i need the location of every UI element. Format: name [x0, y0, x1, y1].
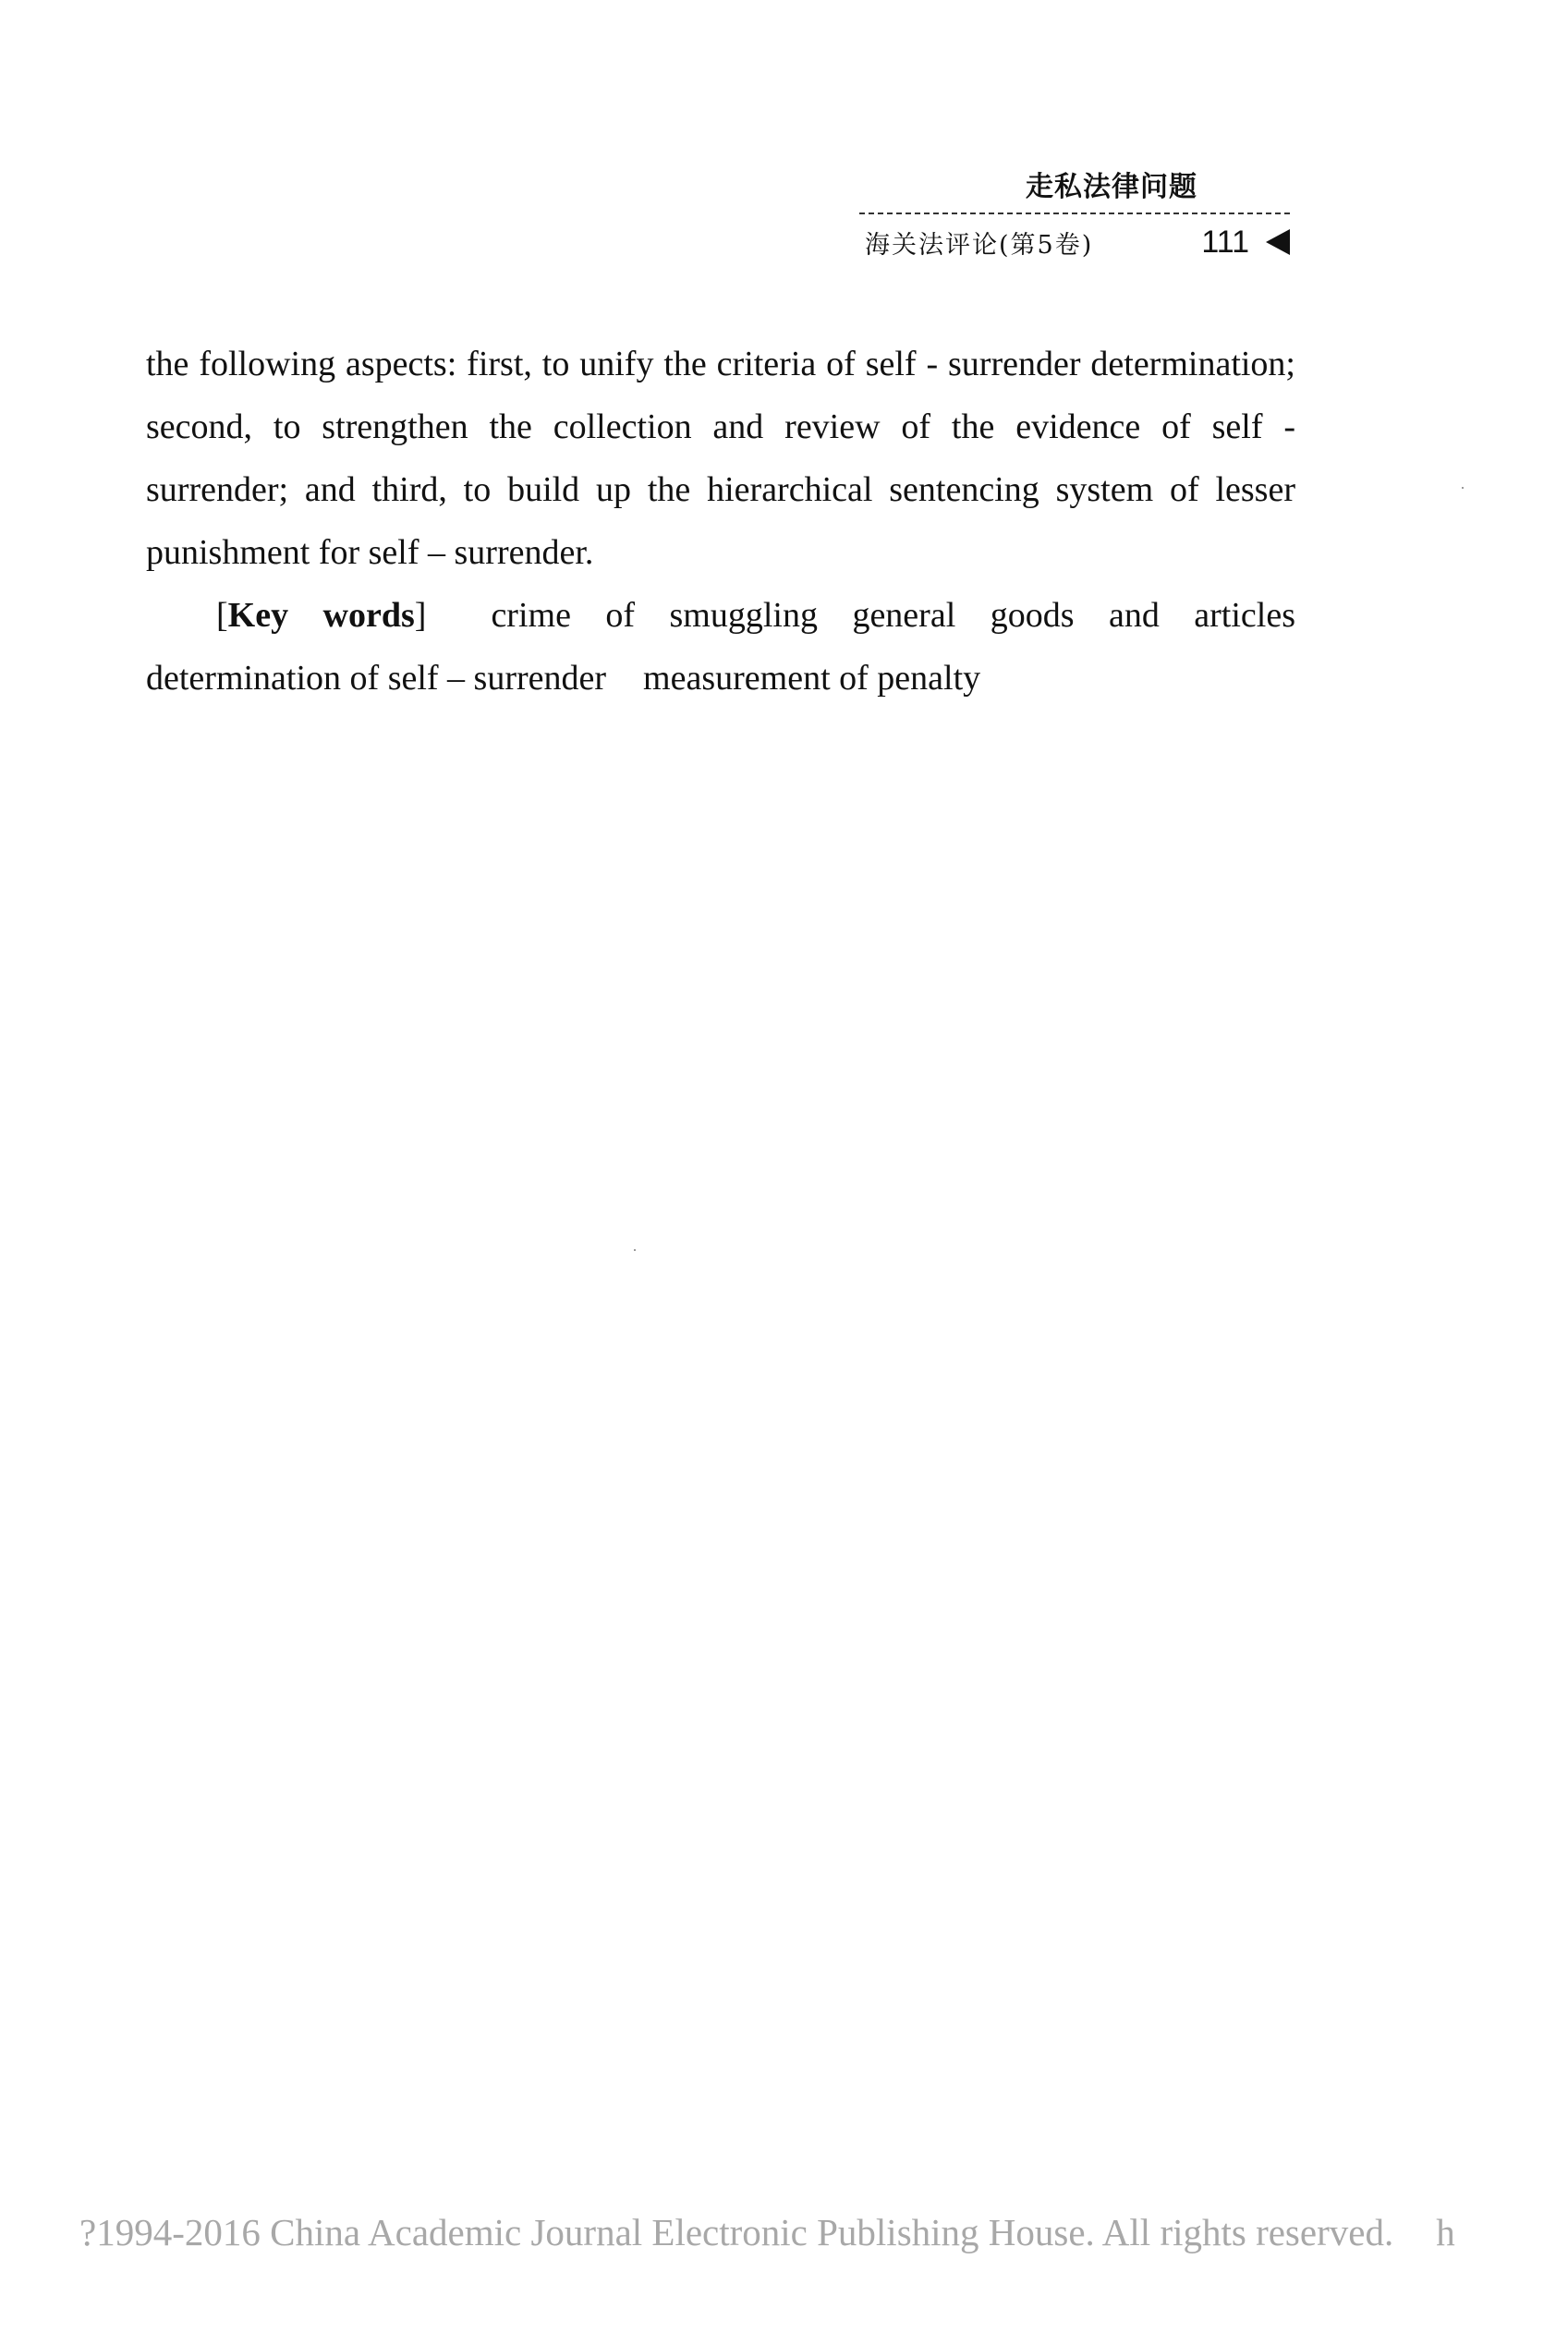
abstract-paragraph: the following aspects: first, to unify the criteria of self - surrender determination; second, to strengthen the collection and review of the evidence of self - surrender; and third, to build up the hierarchical sentencing system of lesser punishment for self – surrender.: [146, 345, 1295, 572]
keyword-item: measurement of penalty: [643, 659, 981, 698]
keyword-item: crime of smuggling general goods and articles: [491, 596, 1296, 635]
keywords-paragraph: [146, 584, 1295, 710]
scan-speck: [1462, 487, 1464, 489]
journal-title: 海关法评论(第5卷): [865, 230, 1094, 260]
scan-speck: [634, 1249, 636, 1251]
abstract-body: [146, 333, 1295, 710]
copyright-tail: h: [1436, 2211, 1455, 2253]
page-info: [1201, 225, 1290, 261]
header-divider: [859, 213, 1290, 214]
keywords-bracket-open: [: [216, 596, 228, 635]
keyword-item: determination of self – surrender: [146, 659, 607, 698]
keywords-bracket-close: ]: [414, 596, 427, 635]
page-number: 111: [1201, 224, 1249, 260]
running-header: [859, 168, 1290, 262]
copyright-text: ?1994-2016 China Academic Journal Electronic Publishing House. All rights reserved.: [79, 2211, 1394, 2253]
header-journal-line: [859, 222, 1290, 262]
left-arrow-icon: [1266, 229, 1290, 255]
copyright-footer: [79, 2210, 1558, 2254]
section-title: 走私法律问题: [1026, 171, 1197, 203]
keywords-label: Key words: [227, 596, 415, 635]
